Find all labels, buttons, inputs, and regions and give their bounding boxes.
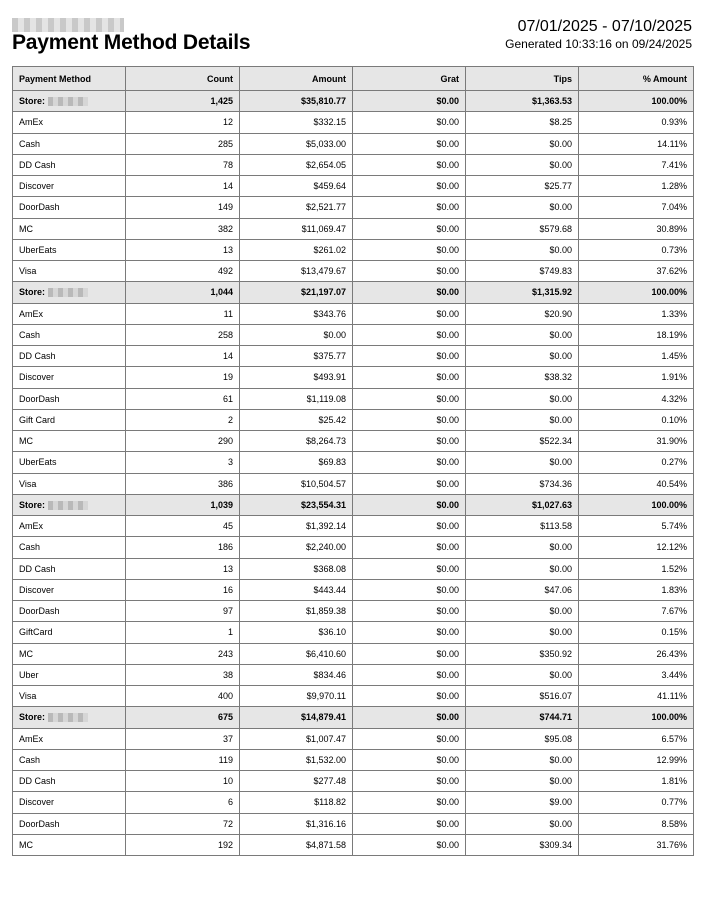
grat-cell: $0.00: [353, 218, 466, 239]
store-total-tips: $1,315.92: [466, 282, 579, 303]
percent-amount-cell: 14.11%: [579, 133, 694, 154]
amount-cell: $2,654.05: [240, 154, 353, 175]
percent-amount-cell: 12.12%: [579, 537, 694, 558]
store-total-amount: $14,879.41: [240, 707, 353, 728]
percent-amount-cell: 7.67%: [579, 601, 694, 622]
payment-method-cell: Uber: [13, 664, 126, 685]
count-cell: 290: [126, 431, 240, 452]
percent-amount-cell: 31.76%: [579, 834, 694, 855]
percent-amount-cell: 5.74%: [579, 516, 694, 537]
table-row: [13, 813, 694, 834]
payment-method-cell: GiftCard: [13, 622, 126, 643]
percent-amount-cell: 1.52%: [579, 558, 694, 579]
tips-cell: $734.36: [466, 473, 579, 494]
tips-cell: $0.00: [466, 197, 579, 218]
percent-amount-cell: 26.43%: [579, 643, 694, 664]
count-cell: 285: [126, 133, 240, 154]
store-total-grat: $0.00: [353, 91, 466, 112]
table-row: [13, 346, 694, 367]
store-name-cell: [13, 494, 126, 515]
amount-cell: $1,007.47: [240, 728, 353, 749]
tips-cell: $522.34: [466, 431, 579, 452]
table-row: [13, 601, 694, 622]
store-total-tips: $1,363.53: [466, 91, 579, 112]
store-name-cell: [13, 707, 126, 728]
amount-cell: $13,479.67: [240, 261, 353, 282]
amount-cell: $2,521.77: [240, 197, 353, 218]
tips-cell: $113.58: [466, 516, 579, 537]
store-total-count: 1,039: [126, 494, 240, 515]
store-subtotal-row: [13, 91, 694, 112]
amount-cell: $1,119.08: [240, 388, 353, 409]
percent-amount-cell: 1.83%: [579, 579, 694, 600]
store-total-grat: $0.00: [353, 707, 466, 728]
store-total-count: 1,044: [126, 282, 240, 303]
payment-method-cell: DD Cash: [13, 346, 126, 367]
tips-cell: $0.00: [466, 771, 579, 792]
redacted-store-name: [48, 288, 88, 297]
store-total-grat: $0.00: [353, 282, 466, 303]
count-cell: 19: [126, 367, 240, 388]
tips-cell: $0.00: [466, 558, 579, 579]
grat-cell: $0.00: [353, 749, 466, 770]
store-subtotal-row: [13, 494, 694, 515]
amount-cell: $443.44: [240, 579, 353, 600]
payment-method-cell: Discover: [13, 367, 126, 388]
amount-cell: $10,504.57: [240, 473, 353, 494]
count-cell: 258: [126, 324, 240, 345]
report-title: Payment Method Details: [12, 31, 251, 54]
count-cell: 11: [126, 303, 240, 324]
count-cell: 72: [126, 813, 240, 834]
table-header-row: [13, 67, 694, 91]
redacted-store-name: [48, 97, 88, 106]
count-cell: 186: [126, 537, 240, 558]
grat-cell: $0.00: [353, 834, 466, 855]
table-row: [13, 664, 694, 685]
payment-method-cell: MC: [13, 218, 126, 239]
count-cell: 400: [126, 686, 240, 707]
table-row: [13, 154, 694, 175]
grat-cell: $0.00: [353, 324, 466, 345]
amount-cell: $277.48: [240, 771, 353, 792]
percent-amount-cell: 30.89%: [579, 218, 694, 239]
table-row: [13, 579, 694, 600]
payment-method-cell: Discover: [13, 176, 126, 197]
grat-cell: $0.00: [353, 239, 466, 260]
store-total-amount: $21,197.07: [240, 282, 353, 303]
tips-cell: $516.07: [466, 686, 579, 707]
store-label: Store:: [19, 96, 46, 107]
count-cell: 149: [126, 197, 240, 218]
amount-cell: $375.77: [240, 346, 353, 367]
table-row: [13, 261, 694, 282]
tips-cell: $0.00: [466, 622, 579, 643]
payment-method-cell: AmEx: [13, 112, 126, 133]
percent-amount-cell: 1.28%: [579, 176, 694, 197]
count-cell: 14: [126, 176, 240, 197]
store-total-tips: $1,027.63: [466, 494, 579, 515]
column-header-amount: Amount: [240, 67, 353, 91]
amount-cell: $368.08: [240, 558, 353, 579]
payment-method-cell: DD Cash: [13, 771, 126, 792]
tips-cell: $9.00: [466, 792, 579, 813]
payment-method-cell: DoorDash: [13, 197, 126, 218]
redacted-store-name: [48, 713, 88, 722]
grat-cell: $0.00: [353, 303, 466, 324]
table-row: [13, 452, 694, 473]
store-total-percent-amount: 100.00%: [579, 91, 694, 112]
tips-cell: $0.00: [466, 239, 579, 260]
payment-method-cell: Visa: [13, 473, 126, 494]
payment-method-cell: AmEx: [13, 303, 126, 324]
count-cell: 13: [126, 239, 240, 260]
tips-cell: $0.00: [466, 664, 579, 685]
table-row: [13, 303, 694, 324]
count-cell: 119: [126, 749, 240, 770]
count-cell: 37: [126, 728, 240, 749]
amount-cell: $493.91: [240, 367, 353, 388]
tips-cell: $47.06: [466, 579, 579, 600]
table-row: [13, 176, 694, 197]
grat-cell: $0.00: [353, 643, 466, 664]
amount-cell: $1,316.16: [240, 813, 353, 834]
percent-amount-cell: 0.15%: [579, 622, 694, 643]
count-cell: 386: [126, 473, 240, 494]
amount-cell: $0.00: [240, 324, 353, 345]
amount-cell: $1,532.00: [240, 749, 353, 770]
store-label: Store:: [19, 712, 46, 723]
tips-cell: $0.00: [466, 409, 579, 430]
percent-amount-cell: 0.27%: [579, 452, 694, 473]
payment-method-cell: DD Cash: [13, 154, 126, 175]
store-total-count: 675: [126, 707, 240, 728]
store-total-percent-amount: 100.00%: [579, 494, 694, 515]
grat-cell: $0.00: [353, 622, 466, 643]
amount-cell: $11,069.47: [240, 218, 353, 239]
count-cell: 3: [126, 452, 240, 473]
tips-cell: $0.00: [466, 749, 579, 770]
percent-amount-cell: 8.58%: [579, 813, 694, 834]
amount-cell: $9,970.11: [240, 686, 353, 707]
tips-cell: $20.90: [466, 303, 579, 324]
grat-cell: $0.00: [353, 537, 466, 558]
tips-cell: $0.00: [466, 388, 579, 409]
percent-amount-cell: 12.99%: [579, 749, 694, 770]
amount-cell: $5,033.00: [240, 133, 353, 154]
payment-method-cell: Visa: [13, 686, 126, 707]
amount-cell: $6,410.60: [240, 643, 353, 664]
count-cell: 2: [126, 409, 240, 430]
table-row: [13, 771, 694, 792]
payment-method-table: [12, 66, 694, 856]
grat-cell: $0.00: [353, 261, 466, 282]
percent-amount-cell: 1.81%: [579, 771, 694, 792]
column-header-payment-method: Payment Method: [13, 67, 126, 91]
payment-method-cell: MC: [13, 834, 126, 855]
tips-cell: $0.00: [466, 154, 579, 175]
grat-cell: $0.00: [353, 431, 466, 452]
table-row: [13, 473, 694, 494]
table-row: [13, 792, 694, 813]
date-range: 07/01/2025 - 07/10/2025: [517, 18, 692, 35]
percent-amount-cell: 41.11%: [579, 686, 694, 707]
grat-cell: $0.00: [353, 388, 466, 409]
amount-cell: $36.10: [240, 622, 353, 643]
grat-cell: $0.00: [353, 601, 466, 622]
payment-method-cell: DD Cash: [13, 558, 126, 579]
table-row: [13, 133, 694, 154]
grat-cell: $0.00: [353, 154, 466, 175]
percent-amount-cell: 31.90%: [579, 431, 694, 452]
table-body: [13, 91, 694, 856]
percent-amount-cell: 40.54%: [579, 473, 694, 494]
grat-cell: $0.00: [353, 813, 466, 834]
store-total-amount: $35,810.77: [240, 91, 353, 112]
percent-amount-cell: 0.77%: [579, 792, 694, 813]
grat-cell: $0.00: [353, 686, 466, 707]
payment-method-cell: Visa: [13, 261, 126, 282]
percent-amount-cell: 3.44%: [579, 664, 694, 685]
amount-cell: $4,871.58: [240, 834, 353, 855]
count-cell: 12: [126, 112, 240, 133]
table-row: [13, 388, 694, 409]
tips-cell: $579.68: [466, 218, 579, 239]
percent-amount-cell: 1.33%: [579, 303, 694, 324]
grat-cell: $0.00: [353, 579, 466, 600]
amount-cell: $8,264.73: [240, 431, 353, 452]
table-row: [13, 643, 694, 664]
percent-amount-cell: 1.45%: [579, 346, 694, 367]
percent-amount-cell: 6.57%: [579, 728, 694, 749]
payment-method-cell: DoorDash: [13, 601, 126, 622]
table-row: [13, 728, 694, 749]
tips-cell: $0.00: [466, 324, 579, 345]
payment-method-cell: Cash: [13, 133, 126, 154]
grat-cell: $0.00: [353, 664, 466, 685]
percent-amount-cell: 0.10%: [579, 409, 694, 430]
percent-amount-cell: 7.41%: [579, 154, 694, 175]
table-row: [13, 367, 694, 388]
table-row: [13, 409, 694, 430]
tips-cell: $0.00: [466, 813, 579, 834]
column-header-tips: Tips: [466, 67, 579, 91]
grat-cell: $0.00: [353, 516, 466, 537]
count-cell: 97: [126, 601, 240, 622]
grat-cell: $0.00: [353, 452, 466, 473]
grat-cell: $0.00: [353, 197, 466, 218]
payment-method-cell: AmEx: [13, 728, 126, 749]
amount-cell: $118.82: [240, 792, 353, 813]
amount-cell: $2,240.00: [240, 537, 353, 558]
table-row: [13, 239, 694, 260]
table-row: [13, 431, 694, 452]
payment-method-cell: AmEx: [13, 516, 126, 537]
store-subtotal-row: [13, 707, 694, 728]
count-cell: 192: [126, 834, 240, 855]
amount-cell: $343.76: [240, 303, 353, 324]
grat-cell: $0.00: [353, 133, 466, 154]
grat-cell: $0.00: [353, 771, 466, 792]
tips-cell: $95.08: [466, 728, 579, 749]
table-row: [13, 558, 694, 579]
tips-cell: $749.83: [466, 261, 579, 282]
store-label: Store:: [19, 499, 46, 510]
redacted-store-name: [48, 501, 88, 510]
payment-method-cell: DoorDash: [13, 813, 126, 834]
count-cell: 382: [126, 218, 240, 239]
payment-method-cell: MC: [13, 431, 126, 452]
tips-cell: $25.77: [466, 176, 579, 197]
payment-method-cell: UberEats: [13, 452, 126, 473]
grat-cell: $0.00: [353, 176, 466, 197]
amount-cell: $1,859.38: [240, 601, 353, 622]
table-row: [13, 197, 694, 218]
tips-cell: $309.34: [466, 834, 579, 855]
count-cell: 61: [126, 388, 240, 409]
table-row: [13, 834, 694, 855]
tips-cell: $0.00: [466, 133, 579, 154]
table-row: [13, 622, 694, 643]
count-cell: 78: [126, 154, 240, 175]
amount-cell: $25.42: [240, 409, 353, 430]
tips-cell: $0.00: [466, 601, 579, 622]
table-row: [13, 686, 694, 707]
count-cell: 10: [126, 771, 240, 792]
tips-cell: $0.00: [466, 346, 579, 367]
amount-cell: $332.15: [240, 112, 353, 133]
count-cell: 13: [126, 558, 240, 579]
payment-method-cell: Discover: [13, 792, 126, 813]
store-total-percent-amount: 100.00%: [579, 707, 694, 728]
percent-amount-cell: 0.73%: [579, 239, 694, 260]
count-cell: 6: [126, 792, 240, 813]
count-cell: 38: [126, 664, 240, 685]
count-cell: 16: [126, 579, 240, 600]
amount-cell: $1,392.14: [240, 516, 353, 537]
grat-cell: $0.00: [353, 558, 466, 579]
grat-cell: $0.00: [353, 346, 466, 367]
table-row: [13, 749, 694, 770]
count-cell: 45: [126, 516, 240, 537]
store-total-tips: $744.71: [466, 707, 579, 728]
store-label: Store:: [19, 287, 46, 298]
store-total-amount: $23,554.31: [240, 494, 353, 515]
column-header-count: Count: [126, 67, 240, 91]
payment-method-cell: MC: [13, 643, 126, 664]
tips-cell: $350.92: [466, 643, 579, 664]
table-row: [13, 218, 694, 239]
tips-cell: $38.32: [466, 367, 579, 388]
table-row: [13, 537, 694, 558]
column-header-grat: Grat: [353, 67, 466, 91]
amount-cell: $459.64: [240, 176, 353, 197]
percent-amount-cell: 7.04%: [579, 197, 694, 218]
amount-cell: $69.83: [240, 452, 353, 473]
amount-cell: $261.02: [240, 239, 353, 260]
grat-cell: $0.00: [353, 367, 466, 388]
report-header: [12, 18, 692, 60]
store-name-cell: [13, 91, 126, 112]
percent-amount-cell: 4.32%: [579, 388, 694, 409]
store-subtotal-row: [13, 282, 694, 303]
count-cell: 492: [126, 261, 240, 282]
grat-cell: $0.00: [353, 473, 466, 494]
count-cell: 1: [126, 622, 240, 643]
payment-method-cell: Discover: [13, 579, 126, 600]
percent-amount-cell: 18.19%: [579, 324, 694, 345]
generated-timestamp: Generated 10:33:16 on 09/24/2025: [505, 37, 692, 51]
tips-cell: $8.25: [466, 112, 579, 133]
payment-method-cell: Cash: [13, 537, 126, 558]
percent-amount-cell: 37.62%: [579, 261, 694, 282]
count-cell: 243: [126, 643, 240, 664]
grat-cell: $0.00: [353, 409, 466, 430]
store-name-cell: [13, 282, 126, 303]
payment-method-cell: Gift Card: [13, 409, 126, 430]
percent-amount-cell: 1.91%: [579, 367, 694, 388]
payment-method-cell: DoorDash: [13, 388, 126, 409]
table-row: [13, 324, 694, 345]
column-header-percent-amount: % Amount: [579, 67, 694, 91]
payment-method-cell: Cash: [13, 749, 126, 770]
store-total-grat: $0.00: [353, 494, 466, 515]
payment-method-cell: UberEats: [13, 239, 126, 260]
tips-cell: $0.00: [466, 452, 579, 473]
store-total-count: 1,425: [126, 91, 240, 112]
payment-method-cell: Cash: [13, 324, 126, 345]
percent-amount-cell: 0.93%: [579, 112, 694, 133]
grat-cell: $0.00: [353, 112, 466, 133]
store-total-percent-amount: 100.00%: [579, 282, 694, 303]
redacted-company-name: [12, 18, 124, 32]
grat-cell: $0.00: [353, 728, 466, 749]
amount-cell: $834.46: [240, 664, 353, 685]
grat-cell: $0.00: [353, 792, 466, 813]
table-row: [13, 516, 694, 537]
tips-cell: $0.00: [466, 537, 579, 558]
count-cell: 14: [126, 346, 240, 367]
table-row: [13, 112, 694, 133]
